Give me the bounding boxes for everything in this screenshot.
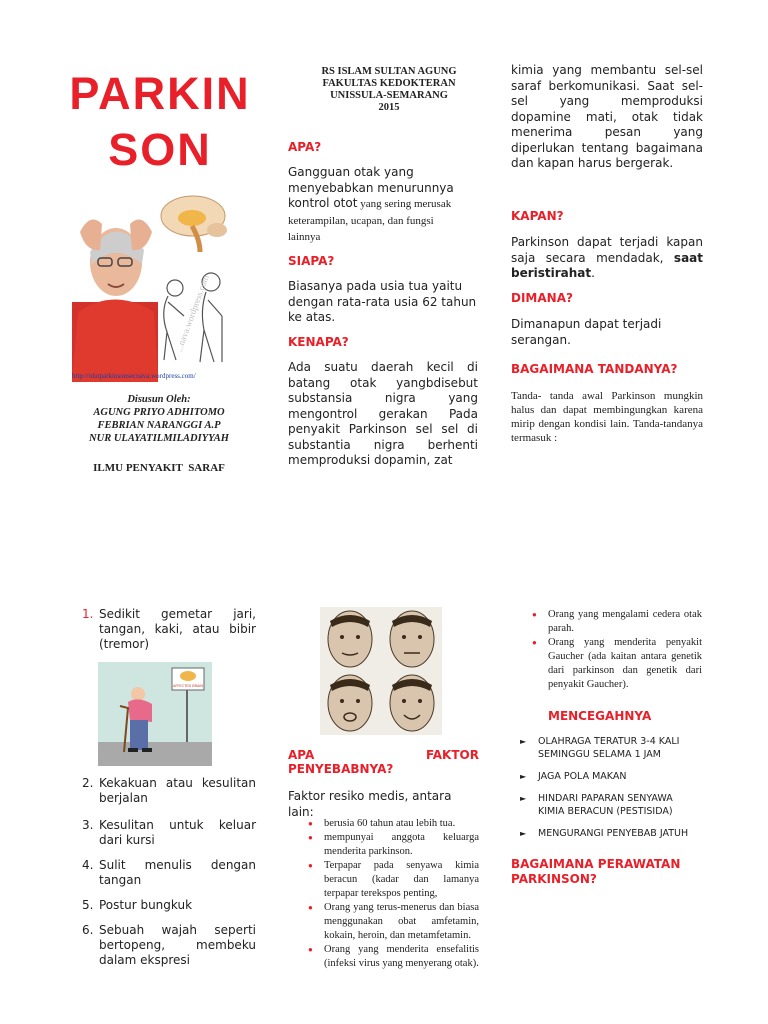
arrow-bullet-icon: ► bbox=[520, 737, 527, 746]
bent-man-illustration bbox=[98, 662, 212, 766]
mechanism-continued-text: kimia yang membantu sel-sel saraf berkomunikasi. Saat sel-sel yang memproduksi dopamine mati, otak tidak menerima pesan yang diperlukan tentang bagaimana dan kapan harus bergerak. bbox=[511, 63, 703, 170]
faktor-intro: Faktor resiko medis, antara lain: bbox=[288, 789, 452, 819]
credits-label: Disusun Oleh: bbox=[127, 394, 191, 405]
list-item: ● Terpapar pada senyawa kimia beracun (kadar dan lamanya terpapar terekspos penting, bbox=[306, 859, 479, 901]
title-line-1: PARKIN bbox=[69, 68, 251, 119]
symptom-list-continued bbox=[82, 776, 256, 974]
list-item-number: 1. bbox=[82, 607, 94, 621]
institution-line-2: FAKULTAS KEDOKTERAN bbox=[322, 78, 456, 89]
faces-grid bbox=[320, 607, 442, 735]
heading-tanda: BAGAIMANA TANDANYA? bbox=[511, 362, 678, 376]
list-item bbox=[512, 735, 702, 761]
list-item bbox=[82, 818, 256, 848]
kenapa-text: Ada suatu daerah kecil di batang otak yangbdisebut substansia nigra yang mengontrol gerakan Pada penyakit Parkinson sel sel di substantia nigra berhenti memproduksi dopamin, zat bbox=[288, 360, 478, 467]
kapan-text-a: Parkinson dapat terjadi kapan saja secara mendadak, bbox=[511, 235, 703, 265]
credits bbox=[64, 393, 254, 445]
symptom-illustration bbox=[98, 662, 212, 766]
author-3: NUR ULAYATILMILADIYYAH bbox=[89, 433, 229, 444]
arrow-bullet-icon: ► bbox=[520, 794, 527, 803]
heading-dimana: DIMANA? bbox=[511, 291, 573, 305]
author-1: AGUNG PRIYO ADHITOMO bbox=[93, 407, 225, 418]
list-item: ● Orang yang terus-menerus dan biasa menggunakan obat amfetamin, kokain, heroin, dan metamfetamin. bbox=[306, 901, 479, 943]
list-item-text: Sedikit gemetar jari, tangan, kaki, atau bibir (tremor) bbox=[99, 607, 256, 651]
list-item-text: JAGA POLA MAKAN bbox=[538, 771, 627, 782]
list-item-number: 6. bbox=[82, 923, 94, 937]
cover-illustration bbox=[72, 192, 244, 382]
cover-image bbox=[72, 192, 244, 382]
kapan-text-bold: saat beristirahat bbox=[511, 250, 703, 280]
list-item-number: 4. bbox=[82, 858, 94, 872]
masked-faces-image bbox=[320, 607, 442, 735]
list-item-text: HINDARI PAPARAN SENYAWA KIMIA BERACUN (PESTISIDA) bbox=[538, 793, 673, 817]
list-item: ● berusia 60 tahun atau lebih tua. bbox=[306, 817, 479, 831]
list-item-text: Kesulitan untuk keluar dari kursi bbox=[99, 818, 256, 847]
list-item-text: Sulit menulis dengan tangan bbox=[99, 858, 256, 887]
page-title bbox=[62, 66, 258, 178]
dimana-text: Dimanapun dapat terjadi serangan. bbox=[511, 317, 662, 347]
institution-line-1: RS ISLAM SULTAN AGUNG bbox=[321, 66, 457, 77]
man-holding-head-figure bbox=[72, 220, 158, 383]
prevention-list bbox=[512, 735, 702, 849]
list-item bbox=[512, 827, 702, 840]
institution-header bbox=[300, 66, 478, 114]
heading-faktor bbox=[288, 748, 479, 776]
list-item bbox=[512, 770, 702, 783]
arrow-bullet-icon: ► bbox=[520, 829, 527, 838]
image-url-caption: http://olutparkinsonsecnava.wordpress.com/ bbox=[72, 372, 196, 380]
heading-faktor-a: APA bbox=[288, 748, 315, 762]
heading-apa: APA? bbox=[288, 140, 322, 154]
heading-faktor-c: PENYEBABNYA? bbox=[288, 762, 394, 776]
list-item bbox=[82, 607, 256, 652]
list-item-text: MENGURANGI PENYEBAB JATUH bbox=[538, 828, 689, 839]
list-item bbox=[82, 776, 256, 806]
apa-text bbox=[288, 165, 456, 246]
institution-line-3: UNISSULA-SEMARANG bbox=[330, 90, 448, 101]
arrow-bullet-icon: ► bbox=[520, 772, 527, 781]
list-item bbox=[82, 898, 256, 913]
heading-siapa: SIAPA? bbox=[288, 254, 335, 268]
title-line-2: SON bbox=[108, 124, 212, 175]
author-2: FEBRIAN NARANGGI A.P bbox=[97, 420, 221, 431]
heading-faktor-b: FAKTOR bbox=[425, 748, 479, 762]
siapa-text: Biasanya pada usia tua yaitu dengan rata-rata usia 62 tahun ke atas. bbox=[288, 279, 477, 324]
heading-perawatan: BAGAIMANA PERAWATAN PARKINSON? bbox=[511, 857, 681, 886]
sign-label: AFFECTED BRAIN bbox=[173, 684, 203, 688]
heading-mencegah: MENCEGAHNYA bbox=[548, 709, 652, 723]
heading-kapan: KAPAN? bbox=[511, 209, 564, 223]
list-item bbox=[82, 858, 256, 888]
list-item: ● Orang yang mengalami cedera otak parah. bbox=[530, 608, 702, 636]
list-item: ● mempunyai anggota keluarga menderita parkinson. bbox=[306, 831, 479, 859]
list-item bbox=[82, 923, 256, 968]
heading-kenapa: KENAPA? bbox=[288, 335, 349, 349]
image-watermark: ...nava.wordpress.com bbox=[173, 273, 211, 354]
kapan-text-end: . bbox=[591, 266, 595, 280]
list-item: ● Orang yang menderita ensefalitis (infeksi virus yang menyerang otak). bbox=[306, 943, 479, 971]
list-item-number: 3. bbox=[82, 818, 94, 832]
list-item bbox=[512, 792, 702, 818]
list-item-text: Kekakuan atau kesulitan berjalan bbox=[99, 776, 256, 805]
list-item: ● Orang yang menderita penyakit Gaucher (ada kaitan antara genetik dari parkinson dan genetik dari penyakit Gaucher). bbox=[530, 636, 702, 692]
list-item-text: Sebuah wajah seperti bertopeng, membeku dalam ekspresi bbox=[99, 923, 256, 967]
list-item-number: 5. bbox=[82, 898, 94, 912]
apa-text-main: Gangguan otak yang menyebabkan menurunnya kontrol otot bbox=[288, 165, 454, 210]
apa-text-serif: yang sering merusak keterampilan, ucapan, dan fungsi lainnya bbox=[288, 198, 452, 243]
list-item-number: 2. bbox=[82, 776, 94, 790]
department-label: ILMU PENYAKIT SARAF bbox=[93, 462, 225, 474]
tanda-text: Tanda- tanda awal Parkinson mungkin halus dan dapat membingungkan karena mirip dengan kondisi lain. Tanda-tandanya termasuk : bbox=[511, 390, 703, 444]
risk-factor-list bbox=[306, 817, 479, 971]
list-item-text: Postur bungkuk bbox=[99, 898, 193, 912]
list-item-text: OLAHRAGA TERATUR 3-4 KALI SEMINGGU SELAMA 1 JAM bbox=[538, 736, 680, 760]
symptom-list bbox=[82, 607, 256, 658]
kapan-text bbox=[511, 235, 703, 282]
institution-line-4: 2015 bbox=[378, 102, 400, 113]
risk-factor-list-continued bbox=[530, 608, 702, 692]
brain-icon bbox=[161, 196, 227, 252]
